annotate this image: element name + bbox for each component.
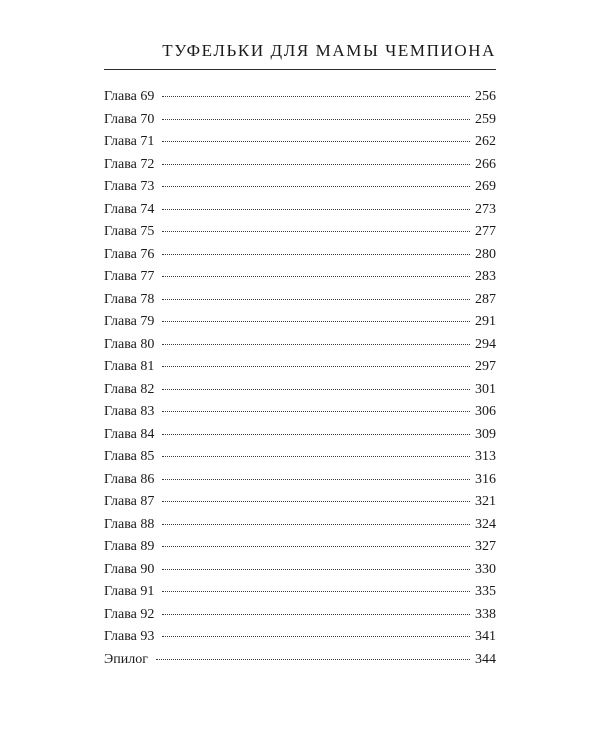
toc-dot-leader <box>162 209 470 210</box>
toc-entry-page-number: 294 <box>475 336 496 352</box>
toc-entry-page-number: 324 <box>475 516 496 532</box>
toc-entry-page-number: 309 <box>475 426 496 442</box>
toc-entry <box>104 469 496 492</box>
toc-entry-title: Глава 79 <box>104 314 155 329</box>
toc-entry <box>104 176 496 199</box>
toc-entry <box>104 356 496 379</box>
toc-entry <box>104 604 496 627</box>
toc-entry-page-number: 280 <box>475 246 496 262</box>
toc-entry-title: Глава 74 <box>104 201 155 217</box>
toc-entry <box>104 649 496 672</box>
toc-entry-title: Глава 85 <box>104 449 155 464</box>
toc-entry <box>104 514 496 537</box>
toc-entry-title: Глава 72 <box>104 156 155 172</box>
toc-entry <box>104 244 496 267</box>
toc-dot-leader <box>162 389 470 390</box>
table-of-contents <box>104 86 496 671</box>
toc-entry <box>104 401 496 424</box>
toc-entry-page-number: 338 <box>475 606 496 622</box>
toc-entry <box>104 131 496 154</box>
toc-entry-page-number: 330 <box>475 561 496 577</box>
toc-dot-leader <box>162 456 470 457</box>
toc-dot-leader <box>162 479 470 480</box>
toc-entry-title: Глава 81 <box>104 359 155 374</box>
toc-entry-page-number: 313 <box>475 449 496 464</box>
toc-dot-leader <box>162 614 470 615</box>
toc-dot-leader <box>162 299 470 300</box>
toc-dot-leader <box>162 96 470 97</box>
toc-entry-title: Глава 93 <box>104 629 155 644</box>
toc-entry-title: Глава 89 <box>104 539 155 554</box>
toc-entry-title: Глава 80 <box>104 336 155 352</box>
toc-dot-leader <box>162 411 470 412</box>
toc-dot-leader <box>162 366 470 367</box>
toc-entry-title: Эпилог <box>104 651 148 667</box>
toc-dot-leader <box>162 186 470 187</box>
toc-entry-title: Глава 77 <box>104 269 155 284</box>
toc-entry <box>104 199 496 222</box>
toc-entry <box>104 491 496 514</box>
toc-entry-page-number: 321 <box>475 494 496 509</box>
toc-entry-page-number: 259 <box>475 111 496 127</box>
toc-entry-title: Глава 92 <box>104 606 155 622</box>
toc-entry-page-number: 266 <box>475 156 496 172</box>
toc-entry-page-number: 327 <box>475 539 496 554</box>
toc-entry-title: Глава 82 <box>104 381 155 397</box>
toc-entry-page-number: 297 <box>475 359 496 374</box>
toc-dot-leader <box>162 591 470 592</box>
toc-entry-page-number: 273 <box>475 201 496 217</box>
toc-entry <box>104 86 496 109</box>
toc-dot-leader <box>156 659 470 660</box>
toc-entry <box>104 424 496 447</box>
toc-entry-page-number: 344 <box>475 651 496 667</box>
toc-entry <box>104 559 496 582</box>
toc-entry-page-number: 306 <box>475 404 496 419</box>
toc-entry-page-number: 335 <box>475 584 496 599</box>
toc-entry-title: Глава 76 <box>104 246 155 262</box>
toc-entry-title: Глава 71 <box>104 134 155 149</box>
toc-entry <box>104 334 496 357</box>
toc-entry-page-number: 291 <box>475 314 496 329</box>
toc-entry-page-number: 269 <box>475 179 496 194</box>
toc-entry <box>104 154 496 177</box>
toc-dot-leader <box>162 636 470 637</box>
toc-entry-page-number: 283 <box>475 269 496 284</box>
toc-entry <box>104 289 496 312</box>
toc-entry-title: Глава 91 <box>104 584 155 599</box>
toc-dot-leader <box>162 231 470 232</box>
toc-entry-page-number: 256 <box>475 89 496 104</box>
toc-entry-page-number: 287 <box>475 291 496 307</box>
toc-entry-page-number: 341 <box>475 629 496 644</box>
toc-entry <box>104 311 496 334</box>
toc-dot-leader <box>162 141 470 142</box>
toc-entry-title: Глава 90 <box>104 561 155 577</box>
toc-entry-title: Глава 83 <box>104 404 155 419</box>
toc-entry <box>104 446 496 469</box>
toc-entry <box>104 536 496 559</box>
toc-entry-title: Глава 69 <box>104 89 155 104</box>
toc-dot-leader <box>162 501 470 502</box>
toc-entry-title: Глава 84 <box>104 426 155 442</box>
toc-entry-title: Глава 88 <box>104 516 155 532</box>
toc-entry-page-number: 301 <box>475 381 496 397</box>
toc-dot-leader <box>162 434 470 435</box>
toc-entry-page-number: 262 <box>475 134 496 149</box>
toc-entry-page-number: 277 <box>475 224 496 239</box>
toc-entry-title: Глава 86 <box>104 471 155 487</box>
toc-entry-page-number: 316 <box>475 471 496 487</box>
toc-entry <box>104 581 496 604</box>
toc-entry-title: Глава 78 <box>104 291 155 307</box>
toc-dot-leader <box>162 164 470 165</box>
toc-dot-leader <box>162 321 470 322</box>
toc-entry <box>104 221 496 244</box>
toc-dot-leader <box>162 119 470 120</box>
toc-entry <box>104 266 496 289</box>
toc-entry <box>104 379 496 402</box>
toc-dot-leader <box>162 254 470 255</box>
toc-dot-leader <box>162 276 470 277</box>
toc-entry-title: Глава 70 <box>104 111 155 127</box>
toc-entry-title: Глава 87 <box>104 494 155 509</box>
toc-entry-title: Глава 75 <box>104 224 155 239</box>
toc-dot-leader <box>162 569 470 570</box>
toc-entry <box>104 626 496 649</box>
header-divider <box>104 69 496 70</box>
toc-dot-leader <box>162 546 470 547</box>
toc-entry-title: Глава 73 <box>104 179 155 194</box>
toc-dot-leader <box>162 344 470 345</box>
running-head-title: ТУФЕЛЬКИ ДЛЯ МАМЫ ЧЕМПИОНА <box>162 41 496 60</box>
toc-entry <box>104 109 496 132</box>
toc-dot-leader <box>162 524 470 525</box>
